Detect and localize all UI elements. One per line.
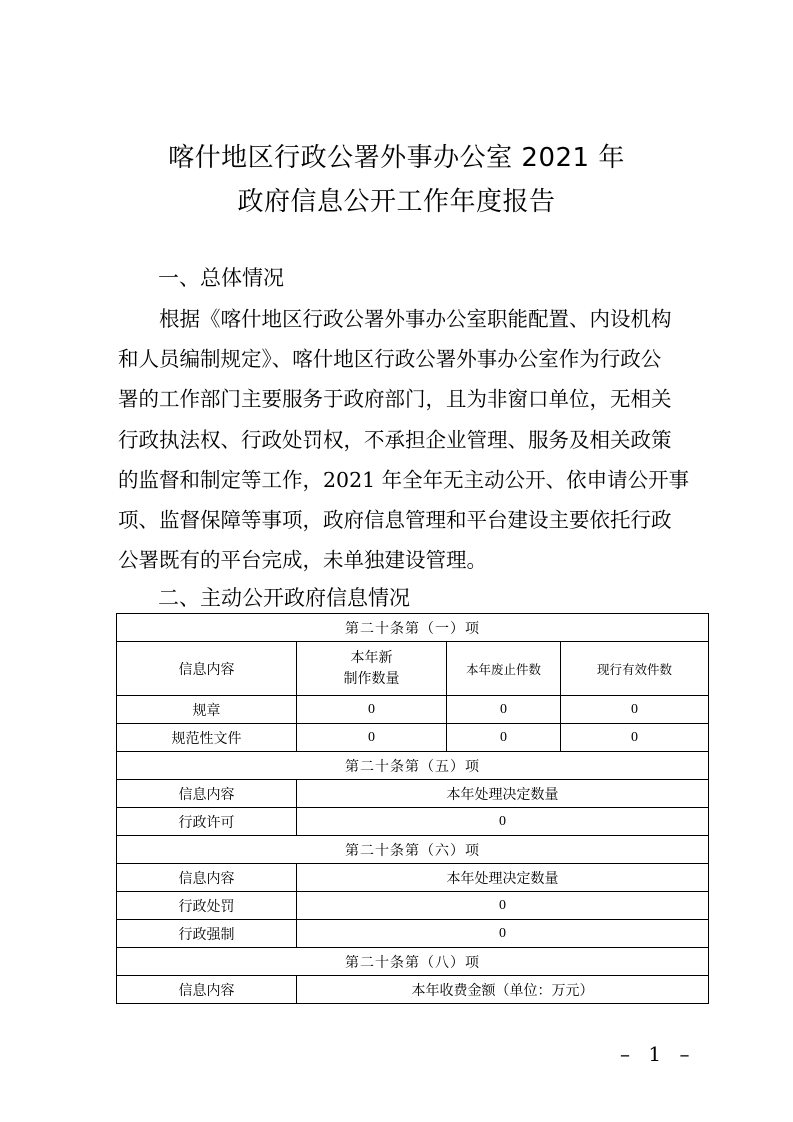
paragraph-line: 公署既有的平台完成，未单独建设管理。 (118, 548, 487, 573)
table-section-title: 第二十条第（五）项 (117, 752, 709, 780)
table-cell: 规章 (117, 696, 297, 724)
table-row (117, 696, 709, 724)
table-header-cell (297, 642, 447, 696)
paragraph-line: 行政执法权、行政处罚权，不承担企业管理、服务及相关政策 (118, 427, 672, 452)
table-cell: 0 (561, 724, 709, 752)
header-new-line2: 制作数量 (343, 670, 400, 687)
table-cell: 行政强制 (117, 920, 297, 948)
paragraph-line: 署的工作部门主要服务于政府部门，且为非窗口单位，无相关 (118, 387, 672, 412)
table-section-title: 第二十条第（八）项 (117, 948, 709, 976)
table-header-cell: 信息内容 (117, 976, 297, 1004)
table-row (117, 892, 709, 920)
paragraph-line: 和人员编制规定》、喀什地区行政公署外事办公室作为行政公 (118, 347, 662, 372)
table-row (117, 724, 709, 752)
table-header-cell: 信息内容 (117, 642, 297, 696)
table-section-title: 第二十条第（六）项 (117, 836, 709, 864)
table-header-cell: 信息内容 (117, 864, 297, 892)
paragraph-line: 的监督和制定等工作，2021 年全年无主动公开、依申请公开事 (118, 467, 690, 492)
table-cell: 0 (447, 696, 561, 724)
overview-paragraph (118, 299, 694, 580)
table-cell: 0 (297, 724, 447, 752)
table-row (117, 920, 709, 948)
page-number: – 1 – (620, 1042, 696, 1066)
section-heading-overview: 一、总体情况 (158, 266, 284, 290)
table-cell: 0 (297, 920, 709, 948)
table-cell: 行政处罚 (117, 892, 297, 920)
section-heading-disclosure: 二、主动公开政府信息情况 (158, 586, 410, 610)
table-cell: 规范性文件 (117, 724, 297, 752)
table-header-cell: 本年处理决定数量 (297, 780, 709, 808)
table-cell: 0 (297, 696, 447, 724)
paragraph-line: 项、监督保障等事项，政府信息管理和平台建设主要依托行政 (118, 508, 672, 533)
table-section-title: 第二十条第（一）项 (117, 614, 709, 642)
table-cell: 0 (297, 892, 709, 920)
table-cell: 行政许可 (117, 808, 297, 836)
header-new-line1: 本年新 (350, 649, 393, 666)
report-title-line2: 政府信息公开工作年度报告 (237, 187, 556, 217)
table-header-cell: 本年收费金额（单位：万元） (297, 976, 709, 1004)
table-row (117, 808, 709, 836)
disclosure-table (116, 613, 709, 1004)
report-title-line1: 喀什地区行政公署外事办公室 2021 年 (168, 143, 625, 173)
table-cell: 0 (297, 808, 709, 836)
table-cell: 0 (561, 696, 709, 724)
table-header-cell: 信息内容 (117, 780, 297, 808)
table-header-cell: 现行有效件数 (561, 642, 709, 696)
paragraph-line: 根据《喀什地区行政公署外事办公室职能配置、内设机构 (159, 307, 672, 331)
table-header-cell: 本年废止件数 (447, 642, 561, 696)
table-cell: 0 (447, 724, 561, 752)
table-header-cell: 本年处理决定数量 (297, 864, 709, 892)
